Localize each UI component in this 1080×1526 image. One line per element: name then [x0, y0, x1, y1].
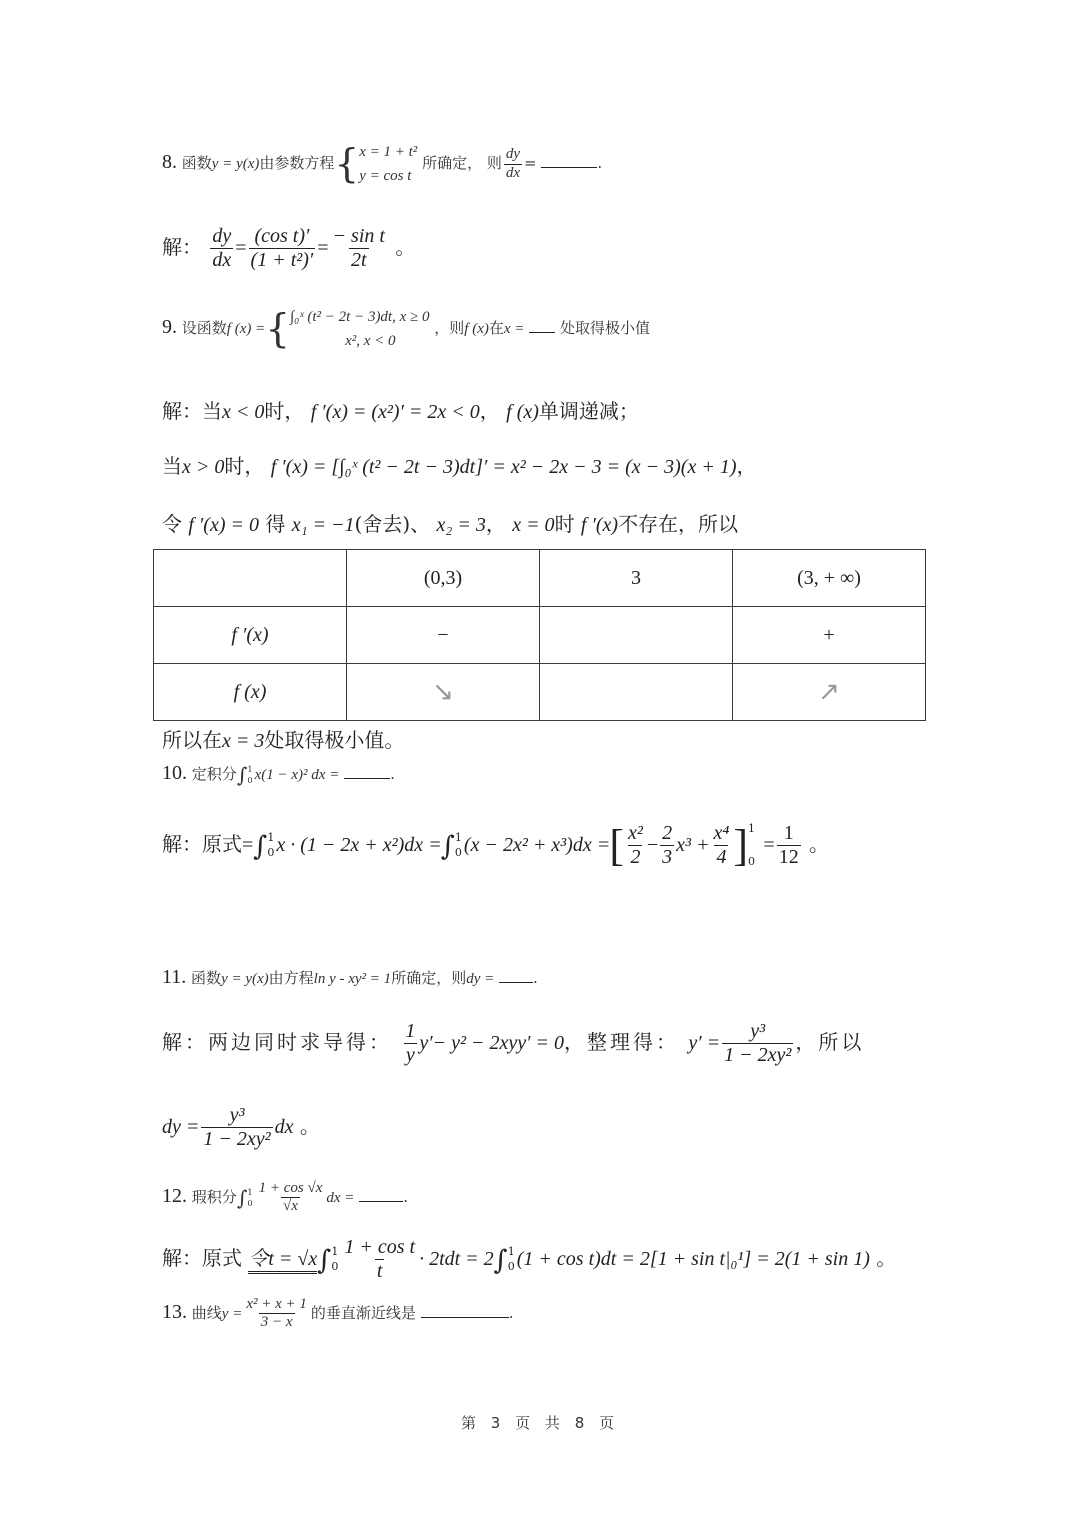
- problem-9-solution-line-2: 当x > 0时， f ′(x) = [∫₀ˣ (t² − 2t − 3)dt]′ = x² − 2x − 3 = (x − 3)(x + 1)，: [162, 454, 757, 478]
- current-page-number: 3: [490, 1414, 506, 1432]
- table-cell: [540, 607, 733, 664]
- table-cell: −: [347, 607, 540, 664]
- problem-9-solution-line-3: 令 f ′(x) = 0 得 x₁ = −1(舍去)、 x₂ = 3， x = 0时 f ′(x)不存在，所以: [162, 512, 739, 536]
- table-cell: [154, 550, 347, 607]
- answer-blank: [359, 1201, 403, 1202]
- substitution-note: 令t = √x: [248, 1248, 317, 1274]
- problem-number: 12.: [162, 1184, 187, 1207]
- problem-12-stem: 12. 瑕积分∫ 1 0 $\frac{1 + \cos √x}{√x}$ dx = .: [162, 1180, 408, 1215]
- page-footer: 第 3 页 共 8 页: [460, 1414, 620, 1432]
- table-row-label: f ′(x): [154, 607, 347, 664]
- problem-8-stem: 8. 函数y = y(x)由参数方程{ x = 1 + t² y = cos t 所确定， 则 $\frac{dy}{dx}$ = .: [162, 141, 603, 187]
- integral-sign-icon: ∫: [493, 1245, 508, 1277]
- problem-10-stem: 10. 定积分∫ 1 0 x(1 − x)² dx = .: [162, 762, 395, 788]
- problem-11-solution-line-1: 解：两边同时求导得： $\frac{1}{y}$ y′− y² − 2xyy′ = 0，整理得： y′ = $\frac{\text{y³}}{\text{1 − 2xy²}}$ ，所以: [162, 1020, 865, 1066]
- left-brace-icon: {: [334, 141, 360, 187]
- piecewise-cases: ∫₀ˣ (t² − 2t − 3)dt, x ≥ 0 x², x < 0: [290, 309, 430, 349]
- decreasing-arrow-icon: ↘: [432, 677, 454, 706]
- problem-12-solution: 解：原式 令t = √x∫ 1 0 $\frac{\text{1 + cos t}}{t}$ · 2tdt = 2∫ 1 0 (1 + cos t)dt = 2[1 + sin t|₀¹] = 2(1 + sin 1) 。: [162, 1236, 897, 1282]
- problem-8-solution: 解： $\frac{dy}{dx}$ = $\frac{\text{(cos t)′}}{\text{(1 + t²)′}}$ = $\frac{\text{− sin t}}{2t}$ 。: [162, 225, 416, 271]
- integral-sign-icon: ∫: [440, 831, 455, 863]
- table-row: [154, 664, 926, 721]
- table-cell: 3: [540, 550, 733, 607]
- derivative-fraction: $\frac{dy}{dx}$: [505, 146, 521, 181]
- left-brace-icon: {: [265, 306, 291, 352]
- table-cell: [733, 664, 926, 721]
- table-cell: [347, 664, 540, 721]
- table-cell: [540, 664, 733, 721]
- answer-blank: [344, 778, 390, 779]
- total-page-count: 8: [574, 1414, 590, 1432]
- table-cell: (3, + ∞): [733, 550, 926, 607]
- problem-13-stem: 13. 曲线y = $\frac{\text{x² + x + 1}}{3 - x}$ 的垂直渐近线是 .: [162, 1296, 514, 1331]
- problem-number: 10.: [162, 762, 187, 784]
- increasing-arrow-icon: ↗: [818, 677, 840, 706]
- integral-sign-icon: ∫: [236, 763, 248, 788]
- problem-11-solution-line-2: dy = $\frac{\text{y³}}{\text{1 − 2xy²}}$ dx 。: [162, 1104, 320, 1150]
- answer-blank: [499, 982, 533, 983]
- problem-10-solution: 解：原式=∫ 1 0 x · (1 − 2x + x²)dx =∫ 1 0 (x − 2x² + x³)dx =[ $\frac{\text{x²}}{2}$ − $\frac{2}{3}$ x³ + $\frac{\text{x⁴}}{4}$ ] 1 0 = $\frac{1}{12}$ 。: [162, 821, 830, 870]
- integral-sign-icon: ∫: [236, 1185, 248, 1210]
- problem-number: 9.: [162, 316, 177, 338]
- answer-blank: [541, 167, 597, 168]
- parametric-cases: x = 1 + t² y = cos t: [359, 144, 418, 184]
- problem-9-solution-line-1: 解：当x < 0时， f ′(x) = (x²)′ = 2x < 0， f (x)单调递减；: [162, 399, 639, 423]
- answer-blank: [529, 332, 555, 333]
- monotonicity-table: [153, 549, 926, 721]
- answer-blank: [421, 1317, 509, 1318]
- integral-sign-icon: ∫: [317, 1245, 332, 1277]
- problem-9-conclusion: 所以在x = 3处取得极小值。: [162, 728, 405, 752]
- problem-number: 13.: [162, 1300, 187, 1323]
- table-cell: (0,3): [347, 550, 540, 607]
- problem-number: 8.: [162, 151, 177, 173]
- table-cell: +: [733, 607, 926, 664]
- table-row-label: f (x): [154, 664, 347, 721]
- problem-9-stem: 9. 设函数f (x) ={ ∫₀ˣ (t² − 2t − 3)dt, x ≥ 0 x², x < 0 ，则f (x)在x = 处取得极小值: [162, 306, 650, 352]
- problem-number: 11.: [162, 966, 187, 988]
- integral-sign-icon: ∫: [253, 831, 268, 863]
- table-row: [154, 607, 926, 664]
- table-header-row: [154, 550, 926, 607]
- problem-11-stem: 11. 函数y = y(x)由方程ln y - xy² = 1所确定，则dy = .: [162, 966, 538, 988]
